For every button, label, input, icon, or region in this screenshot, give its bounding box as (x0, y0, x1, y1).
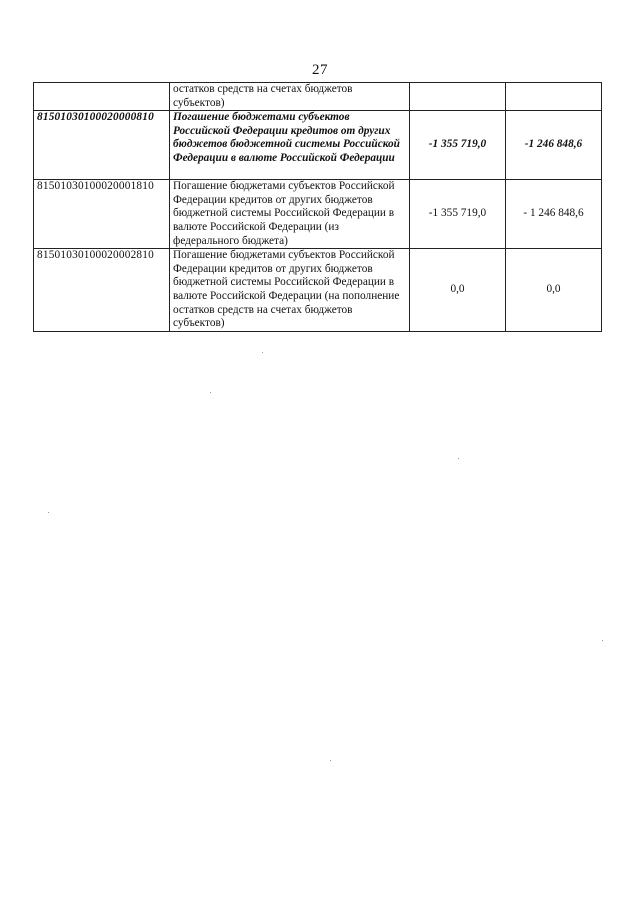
scan-speck (458, 458, 459, 459)
scan-speck (602, 640, 603, 641)
scan-speck (210, 392, 211, 393)
page-number: 27 (312, 62, 328, 78)
scan-speck (48, 512, 49, 513)
row-value-2: 0,0 (506, 249, 602, 332)
scan-speck (330, 760, 331, 761)
row-value-2: -1 246 848,6 (506, 111, 602, 180)
row-value-1: -1 355 719,0 (410, 111, 506, 180)
row-code: 81501030100020002810 (34, 249, 170, 332)
budget-table (33, 82, 602, 332)
row-code: 81501030100020000810 (34, 111, 170, 180)
row-value-1 (410, 83, 506, 111)
row-value-2 (506, 83, 602, 111)
row-name: Погашение бюджетами субъектов Российской Федерации кредитов от других бюджетов бюджетной системы Российской Федерации в валюте Российской Федерации (на пополнение остатков средств на счетах бюджетов субъектов) (170, 249, 410, 332)
scan-speck (262, 352, 263, 353)
row-value-2: - 1 246 848,6 (506, 180, 602, 249)
table-row (34, 83, 602, 111)
table-row (34, 180, 602, 249)
row-name: Погашение бюджетами субъектов Российской Федерации кредитов от других бюджетов бюджетной системы Российской Федерации в валюте Российской Федерации (из федерального бюджета) (170, 180, 410, 249)
row-name: Погашение бюджетами субъектов Российской Федерации кредитов от других бюджетов бюджетной системы Российской Федерации в валюте Российской Федерации (170, 111, 410, 180)
row-name: остатков средств на счетах бюджетов субъектов) (170, 83, 410, 111)
row-code: 81501030100020001810 (34, 180, 170, 249)
row-code (34, 83, 170, 111)
table-row (34, 249, 602, 332)
row-value-1: 0,0 (410, 249, 506, 332)
table-row (34, 111, 602, 180)
row-value-1: -1 355 719,0 (410, 180, 506, 249)
